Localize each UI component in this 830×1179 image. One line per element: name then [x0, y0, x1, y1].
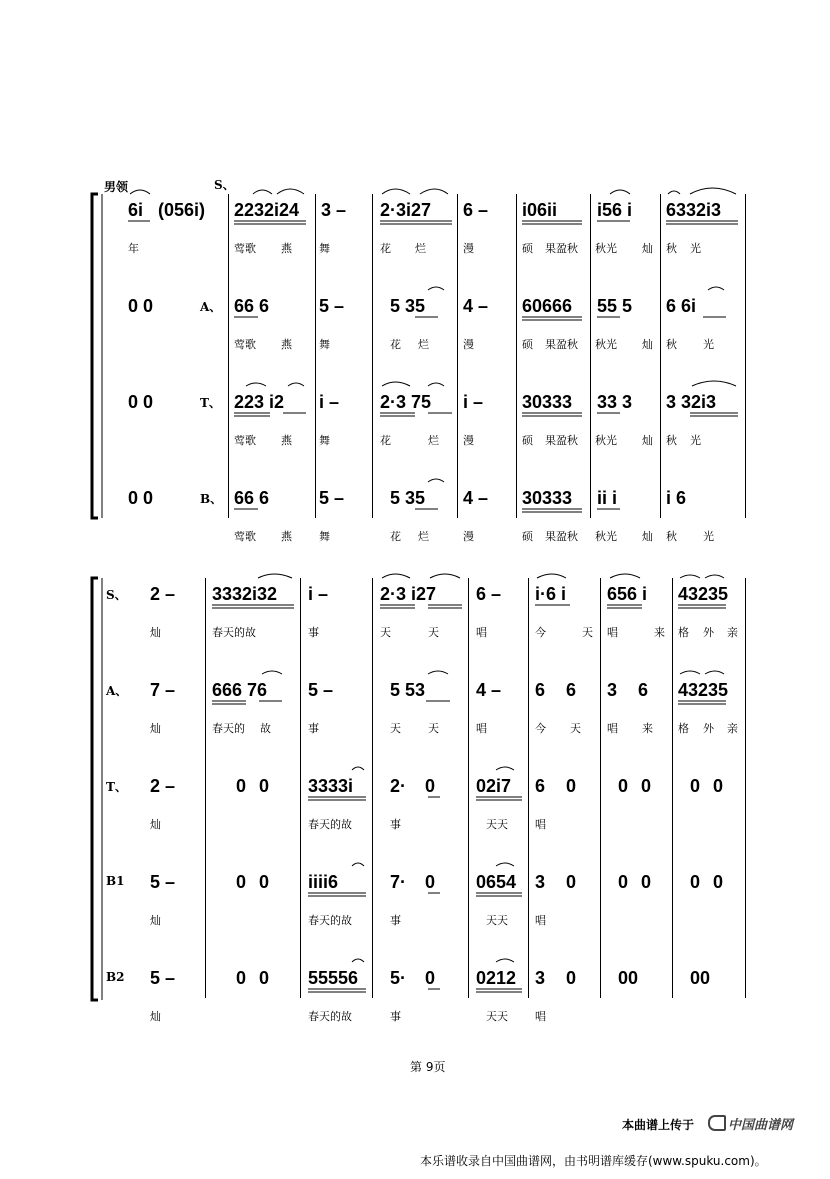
s-measure: 656 i: [607, 584, 648, 604]
staff-label-s: S、: [214, 178, 235, 192]
b2-measure: 00: [690, 968, 711, 988]
lyric: 灿: [642, 242, 653, 255]
b-measure: 30333: [522, 488, 573, 508]
lyric: 硕: [522, 338, 533, 351]
a-measure: 666 76: [212, 680, 268, 700]
a-measure: 55 5: [597, 296, 633, 316]
lyric: 莺歌: [234, 434, 256, 447]
page-number: 第 9页: [410, 1060, 446, 1074]
b-measure: 5 35: [390, 488, 426, 508]
header-label: 男领: [104, 180, 129, 194]
lyric: 春天的故: [308, 1010, 352, 1023]
lyric: 舞: [319, 434, 330, 447]
lyric: 光: [690, 242, 701, 255]
lyric: 秋: [666, 242, 677, 255]
s-measure: i06ii: [522, 200, 558, 220]
footer-note: 本乐谱收录自中国曲谱网，由书明谱库缓存(www.spuku.com)。: [420, 1154, 767, 1168]
b2-measure: 00: [618, 968, 639, 988]
barline: [468, 578, 469, 998]
b2-measure: 3 0: [535, 968, 577, 988]
lyric: 春天的故: [212, 626, 256, 639]
lyric: 来: [642, 722, 653, 735]
lyric: 灿: [150, 722, 161, 735]
lyric: 光: [690, 434, 701, 447]
b-measure: ii i: [597, 488, 618, 508]
lyric: 事: [390, 914, 401, 927]
s-measure: 2·3i27: [380, 200, 432, 220]
b2-measure: 5· 0: [390, 968, 436, 988]
lyric: 唱: [607, 722, 618, 735]
lyric: 燕: [281, 530, 292, 543]
lyric: 花: [380, 434, 391, 447]
b1-measure: 0654: [476, 872, 517, 892]
lyric: 亲: [727, 626, 738, 639]
lyric: 漫: [463, 338, 474, 351]
lyric: 秋: [666, 338, 677, 351]
barline: [372, 578, 373, 998]
lyric: 格: [678, 722, 689, 735]
lyric: 唱: [535, 1010, 546, 1023]
lyric: 唱: [607, 626, 618, 639]
a-measure: 5 53: [390, 680, 426, 700]
lyric: 故: [260, 722, 271, 735]
lyric: 灿: [150, 914, 161, 927]
lyric: 秋: [666, 530, 677, 543]
staff-label-t: T、: [200, 396, 221, 410]
s-measure: 2 –: [150, 584, 176, 604]
lyric: 格: [678, 626, 689, 639]
t-measure: 2 –: [150, 776, 176, 796]
a-measure: 4 –: [463, 296, 489, 316]
lyric: 事: [308, 722, 319, 735]
t-measure: 02i7: [476, 776, 512, 796]
solo-measure: (056i): [158, 200, 206, 220]
lyric: 秋光: [595, 530, 617, 543]
s-measure: 43235: [678, 584, 729, 604]
b1-measure: 0 0: [618, 872, 652, 892]
lyric: 今: [535, 626, 546, 639]
lyric: 灿: [642, 434, 653, 447]
lyric: 年: [128, 242, 139, 255]
a-measure: 7 –: [150, 680, 176, 700]
lyric: 灿: [150, 818, 161, 831]
lyric: 来: [654, 626, 665, 639]
t-measure: 0 0: [618, 776, 652, 796]
lyric: 秋光: [595, 434, 617, 447]
lyric: 硕: [522, 434, 533, 447]
lyric: 光: [703, 338, 714, 351]
barline: [528, 578, 529, 998]
staff-label-b2: B2: [106, 970, 125, 984]
barline: [745, 194, 746, 518]
upload-note: 本曲谱上传于: [622, 1118, 695, 1132]
lyric: 灿: [150, 1010, 161, 1023]
lyric: 花: [390, 338, 401, 351]
s-measure: 2·3 i27: [380, 584, 437, 604]
lyric: 漫: [463, 530, 474, 543]
s-measure: i –: [308, 584, 329, 604]
lyric: 舞: [319, 530, 330, 543]
lyric: 天: [380, 626, 391, 639]
s-measure: 3 –: [321, 200, 347, 220]
lyric: 春天的故: [308, 818, 352, 831]
b-measure: 5 –: [319, 488, 345, 508]
staff-label-a: A、: [106, 684, 128, 698]
lyric: 事: [390, 818, 401, 831]
t-measure: i –: [319, 392, 340, 412]
solo-measure: 6i: [128, 200, 144, 220]
lyric: 亲: [727, 722, 738, 735]
lyric: 果盈秋: [545, 338, 578, 351]
a-measure: 66 6: [234, 296, 270, 316]
lyric: 灿: [642, 530, 653, 543]
t-measure: 0 0: [690, 776, 724, 796]
lyric: 灿: [642, 338, 653, 351]
a-measure: 3 6: [607, 680, 649, 700]
lyric: 春天的故: [308, 914, 352, 927]
lyric: 漫: [463, 242, 474, 255]
t-measure: 2· 0: [390, 776, 436, 796]
b2-measure: 5 –: [150, 968, 176, 988]
lyric: 灿: [150, 626, 161, 639]
staff-label-a: A、: [200, 300, 222, 314]
lyric: 外: [703, 626, 714, 639]
lyric: 果盈秋: [545, 530, 578, 543]
staff-label-s: S、: [106, 588, 127, 602]
barline: [228, 194, 229, 518]
s-measure: 3332i32: [212, 584, 278, 604]
lyric: 烂: [415, 242, 426, 255]
lyric: 花: [380, 242, 391, 255]
lyric: 天: [428, 722, 439, 735]
a-rest: 0 0: [128, 296, 154, 316]
barline: [745, 578, 746, 998]
lyric: 莺歌: [234, 530, 256, 543]
lyric: 天天: [486, 818, 508, 831]
s-measure: 6 –: [476, 584, 502, 604]
barline: [372, 194, 373, 518]
lyric: 舞: [319, 338, 330, 351]
t-measure: 33 3: [597, 392, 633, 412]
barline: [590, 194, 591, 518]
barline: [315, 194, 316, 518]
lyric: 唱: [535, 914, 546, 927]
lyric: 今: [535, 722, 546, 735]
lyric: 天: [570, 722, 581, 735]
lyric: 硕: [522, 530, 533, 543]
t-measure: 6 0: [535, 776, 577, 796]
barline: [457, 194, 458, 518]
a-measure: 5 –: [319, 296, 345, 316]
lyric: 果盈秋: [545, 242, 578, 255]
b-measure: 4 –: [463, 488, 489, 508]
lyric: 天天: [486, 1010, 508, 1023]
lyric: 唱: [535, 818, 546, 831]
b2-measure: 0 0: [236, 968, 270, 988]
lyric: 事: [308, 626, 319, 639]
lyric: 莺歌: [234, 338, 256, 351]
barline: [300, 578, 301, 998]
lyric: 天: [428, 626, 439, 639]
a-measure: 5 –: [308, 680, 334, 700]
lyric: 烂: [428, 434, 439, 447]
b1-measure: iiii6: [308, 872, 339, 892]
b1-measure: 3 0: [535, 872, 577, 892]
barline: [600, 578, 601, 998]
lyric: 花: [390, 530, 401, 543]
lyric: 天: [582, 626, 593, 639]
t-measure: 0 0: [236, 776, 270, 796]
logo-text: 中国曲谱网: [728, 1118, 794, 1133]
a-measure: 6 6i: [666, 296, 697, 316]
t-measure: 223 i2: [234, 392, 285, 412]
lyric: 天天: [486, 914, 508, 927]
lyric: 舞: [319, 242, 330, 255]
t-measure: 2·3 75: [380, 392, 432, 412]
lyric: 唱: [476, 626, 487, 639]
b1-measure: 0 0: [236, 872, 270, 892]
s-measure: 6332i3: [666, 200, 722, 220]
lyric: 光: [703, 530, 714, 543]
lyric: 烂: [418, 530, 429, 543]
b-measure: i 6: [666, 488, 687, 508]
barline: [660, 194, 661, 518]
lyric: 果盈秋: [545, 434, 578, 447]
lyric: 唱: [476, 722, 487, 735]
lyric: 漫: [463, 434, 474, 447]
b2-measure: 0212: [476, 968, 517, 988]
s-measure: i56 i: [597, 200, 633, 220]
a-measure: 6 6: [535, 680, 577, 700]
lyric: 燕: [281, 242, 292, 255]
lyric: 天: [390, 722, 401, 735]
barline: [205, 578, 206, 998]
lyric: 莺歌: [234, 242, 256, 255]
staff-label-t: T、: [106, 780, 127, 794]
lyric: 秋: [666, 434, 677, 447]
lyric: 燕: [281, 434, 292, 447]
staff-label-b: B、: [200, 492, 223, 506]
lyric: 外: [703, 722, 714, 735]
barline: [672, 578, 673, 998]
b1-measure: 0 0: [690, 872, 724, 892]
s-measure: i·6 i: [535, 584, 567, 604]
a-measure: 43235: [678, 680, 729, 700]
t-measure: i –: [463, 392, 484, 412]
a-measure: 5 35: [390, 296, 426, 316]
a-measure: 60666: [522, 296, 573, 316]
t-rest: 0 0: [128, 392, 154, 412]
lyric: 秋光: [595, 338, 617, 351]
t-measure: 3 32i3: [666, 392, 717, 412]
b2-measure: 55556: [308, 968, 359, 988]
lyric: 烂: [418, 338, 429, 351]
barline: [516, 194, 517, 518]
site-logo: [708, 1114, 793, 1133]
lyric: 事: [390, 1010, 401, 1023]
t-measure: 3333i: [308, 776, 354, 796]
s-measure: 6 –: [463, 200, 489, 220]
lyric: 春天的: [212, 722, 245, 735]
b1-measure: 7· 0: [390, 872, 436, 892]
b1-measure: 5 –: [150, 872, 176, 892]
lyric: 硕: [522, 242, 533, 255]
s-measure: 2232i24: [234, 200, 300, 220]
lyric: 燕: [281, 338, 292, 351]
staff-label-b1: B1: [106, 874, 125, 888]
lyric: 秋光: [595, 242, 617, 255]
b-rest: 0 0: [128, 488, 154, 508]
logo-icon: [708, 1115, 726, 1131]
b-measure: 66 6: [234, 488, 270, 508]
a-measure: 4 –: [476, 680, 502, 700]
t-measure: 30333: [522, 392, 573, 412]
